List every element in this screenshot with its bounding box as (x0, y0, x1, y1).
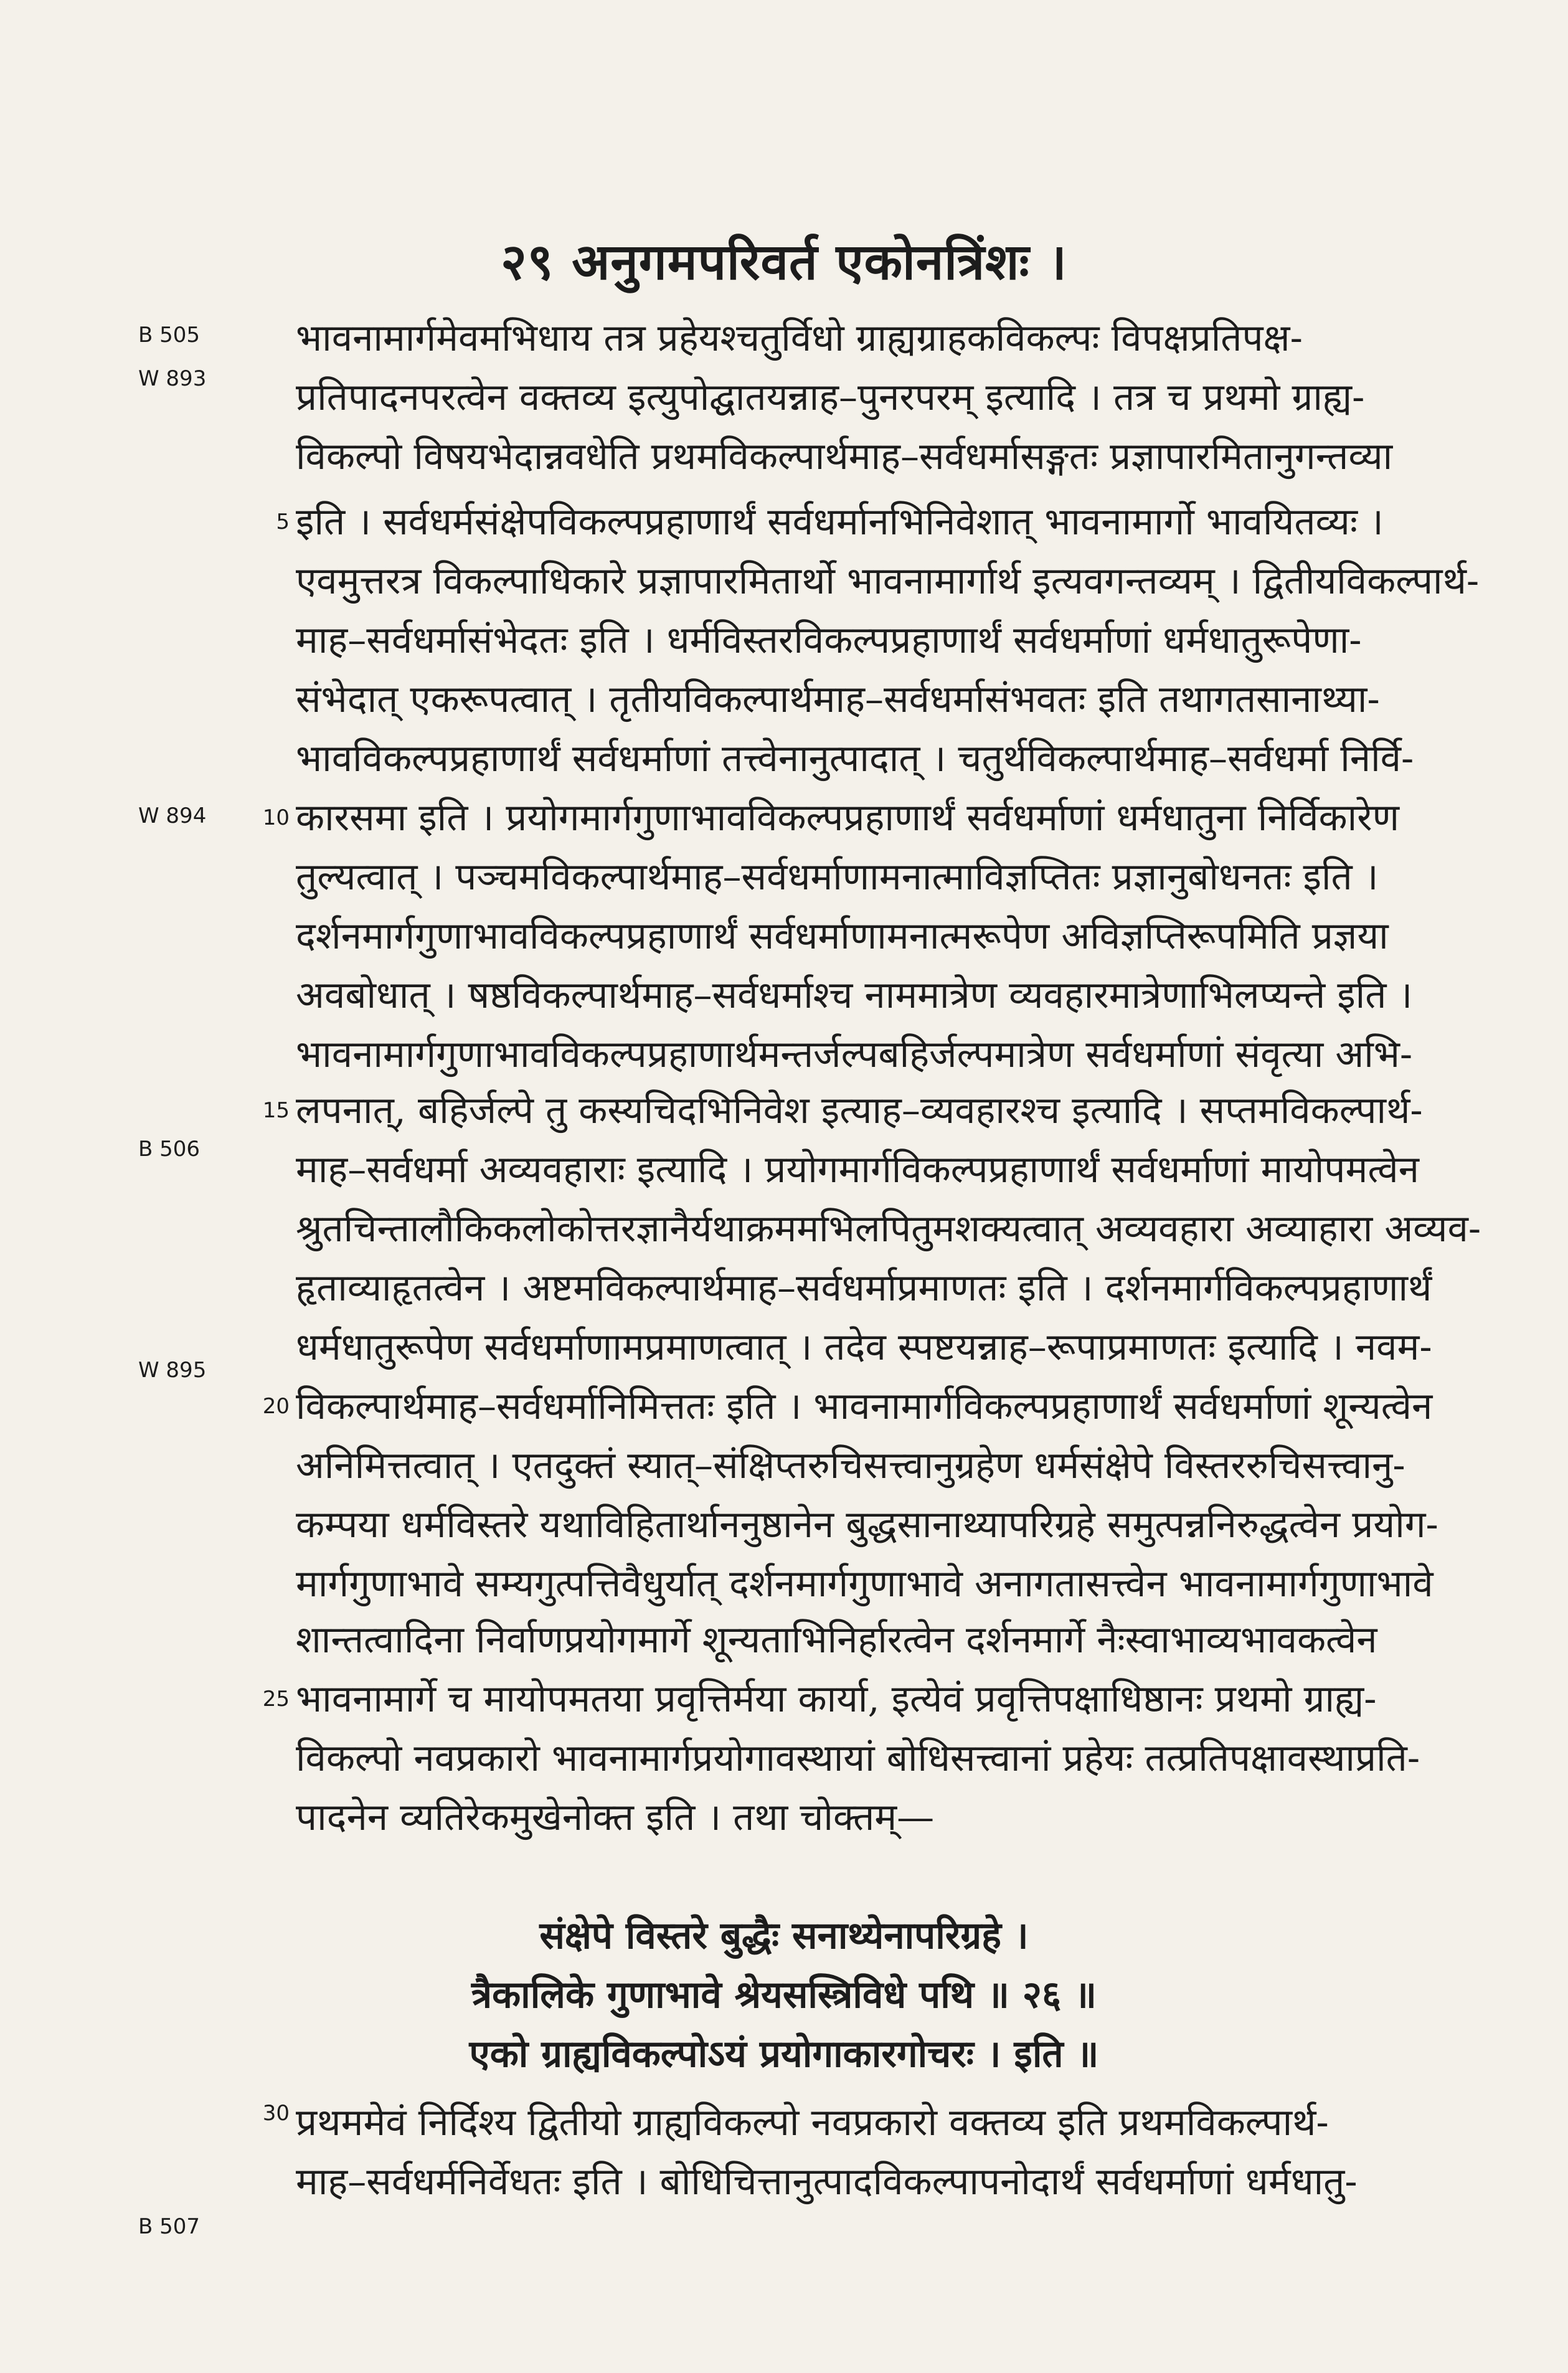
text-line: तुल्यत्वात् । पञ्चमविकल्पार्थमाह–सर्वधर्माणामनात्माविज्ञप्तितः प्रज्ञानुबोधनतः इति । (296, 855, 1379, 899)
text-line: कम्पया धर्मविस्तरे यथाविहितार्थाननुष्ठानेन बुद्धसानाथ्यापरिग्रहे समुत्पन्ननिरुद्धत्वेन प्रयोग- (296, 1503, 1438, 1546)
text-line: धर्मधातुरूपेण सर्वधर्माणामप्रमाणत्वात् । तदेव स्पष्टयन्नाह–रूपाप्रमाणतः इत्यादि । नवम- (296, 1325, 1432, 1369)
text-line: भावनामार्गगुणाभावविकल्पप्रहाणार्थमन्तर्जल्पबहिर्जल्पमात्रेण सर्वधर्माणां संवृत्या अभि- (296, 1033, 1413, 1076)
text-line: कारसमा इति । प्रयोगमार्गगुणाभावविकल्पप्रहाणार्थं सर्वधर्माणां धर्मधातुना निर्विकारेण (296, 796, 1400, 840)
margin-ref: W 894 (138, 803, 207, 828)
text-line: मार्गगुणाभावे सम्यगुत्पत्तिवैधुर्यात् दर्शनमार्गगुणाभावे अनागतासत्त्वेन भावनामार्गगुणाभावे (296, 1562, 1433, 1606)
chapter-heading: २९ अनुगमपरिवर्त एकोनत्रिंशः । (501, 232, 1067, 291)
text-line: माह–सर्वधर्मासंभेदतः इति । धर्मविस्तरविकल्पप्रहाणार्थं सर्वधर्माणां धर्मधातुरूपेणा- (296, 618, 1362, 662)
line-number: 25 (262, 1687, 290, 1712)
text-line: श्रुतचिन्तालौकिकलोकोत्तरज्ञानैर्यथाक्रममभिलपितुमशक्यत्वात् अव्यवहारा अव्याहारा अव्यव- (296, 1207, 1481, 1251)
text-line: माह–सर्वधर्मनिर्वेधतः इति । बोधिचित्तानुत्पादविकल्पापनोदार्थं सर्वधर्माणां धर्मधातु- (296, 2160, 1358, 2204)
text-line: पादनेन व्यतिरेकमुखेनोक्त इति । तथा चोक्तम्— (296, 1796, 935, 1839)
text-line: भावनामार्गमेवमभिधाय तत्र प्रहेयश्चतुर्विधो ग्राह्यग्राहकविकल्पः विपक्षप्रतिपक्ष- (296, 316, 1303, 360)
text-line: विकल्पार्थमाह–सर्वधर्मानिमित्ततः इति । भावनामार्गविकल्पप्रहाणार्थं सर्वधर्माणां शून्यत्वेन (296, 1385, 1433, 1428)
text-line: लपनात्, बहिर्जल्पे तु कस्यचिदभिनिवेश इत्याह–व्यवहारश्च इत्यादि । सप्तमविकल्पार्थ- (296, 1089, 1423, 1132)
text-line: एवमुत्तरत्र विकल्पाधिकारे प्रज्ञापारमितार्थो भावनामार्गार्थ इत्यवगन्तव्यम् । द्वितीयविकल्पार्थ- (296, 559, 1480, 603)
margin-ref: B 506 (138, 1137, 201, 1162)
text-line: विकल्पो नवप्रकारो भावनामार्गप्रयोगावस्थायां बोधिसत्त्वानां प्रहेयः तत्प्रतिपक्षावस्थाप्रति- (296, 1736, 1420, 1780)
text-line: प्रतिपादनपरत्वेन वक्तव्य इत्युपोद्घातयन्नाह–पुनरपरम् इत्यादि । तत्र च प्रथमो ग्राह्य- (296, 376, 1365, 419)
verse-line: संक्षेपे विस्तरे बुद्धैः सनाथ्येनापरिग्रहे । (539, 1914, 1029, 1958)
text-line: दर्शनमार्गगुणाभावविकल्पप्रहाणार्थं सर्वधर्माणामनात्मरूपेण अविज्ञप्तिरूपमिति प्रज्ञया (296, 914, 1389, 958)
margin-ref: W 893 (138, 366, 207, 391)
text-line: प्रथममेवं निर्दिश्य द्वितीयो ग्राह्यविकल्पो नवप्रकारो वक्तव्य इति प्रथमविकल्पार्थ- (296, 2101, 1329, 2144)
text-line: अवबोधात् । षष्ठविकल्पार्थमाह–सर्वधर्माश्च नाममात्रेण व्यवहारमात्रेणाभिलप्यन्ते इति । (296, 973, 1413, 1017)
text-line: इति । सर्वधर्मसंक्षेपविकल्पप्रहाणार्थं सर्वधर्मानभिनिवेशात् भावनामार्गो भावयितव्यः । (296, 500, 1384, 544)
line-number: 5 (276, 509, 290, 534)
text-line: माह–सर्वधर्मा अव्यवहाराः इत्यादि । प्रयोगमार्गविकल्पप्रहाणार्थं सर्वधर्माणां मायोपमत्वेन (296, 1148, 1419, 1191)
text-line: भावविकल्पप्रहाणार्थं सर्वधर्माणां तत्त्वेनानुत्पादात् । चतुर्थविकल्पार्थमाह–सर्वधर्मा निर्वि- (296, 737, 1414, 780)
margin-ref: W 895 (138, 1358, 207, 1383)
text-line: शान्तत्वादिना निर्वाणप्रयोगमार्गे शून्यताभिनिर्हारत्वेन दर्शनमार्गे नैःस्वाभाव्यभावकत्वेन (296, 1618, 1377, 1662)
text-line: अनिमित्तत्वात् । एतदुक्तं स्यात्–संक्षिप्तरुचिसत्त्वानुग्रहेण धर्मसंक्षेपे विस्तररुचिसत्त्वानु- (296, 1444, 1405, 1487)
line-number: 10 (262, 805, 290, 830)
margin-ref: B 507 (138, 2214, 201, 2239)
line-number: 15 (262, 1098, 290, 1123)
verse-line: एको ग्राह्यविकल्पोऽयं प्रयोगाकारगोचरः । इति ॥ (469, 2032, 1099, 2076)
line-number: 30 (262, 2101, 290, 2126)
verse-line: त्रैकालिके गुणाभावे श्रेयसस्त्रिविधे पथि ॥ २६ ॥ (471, 1973, 1097, 2017)
text-line: भावनामार्गे च मायोपमतया प्रवृत्तिर्मया कार्या, इत्येवं प्रवृत्तिपक्षाधिष्ठानः प्रथमो ग्राह्य- (296, 1677, 1377, 1721)
text-line: संभेदात् एकरूपत्वात् । तृतीयविकल्पार्थमाह–सर्वधर्मासंभवतः इति तथागतसानाथ्या- (296, 678, 1380, 721)
line-number: 20 (262, 1394, 290, 1419)
margin-ref: B 505 (138, 323, 201, 348)
text-line: विकल्पो विषयभेदान्नवधेति प्रथमविकल्पार्थमाह–सर्वधर्मासङ्गतः प्रज्ञापारमितानुगन्तव्या (296, 435, 1393, 478)
text-line: हृताव्याहृतत्वेन । अष्टमविकल्पार्थमाह–सर्वधर्माप्रमाणतः इति । दर्शनमार्गविकल्पप्रहाणार्थं (296, 1266, 1432, 1310)
